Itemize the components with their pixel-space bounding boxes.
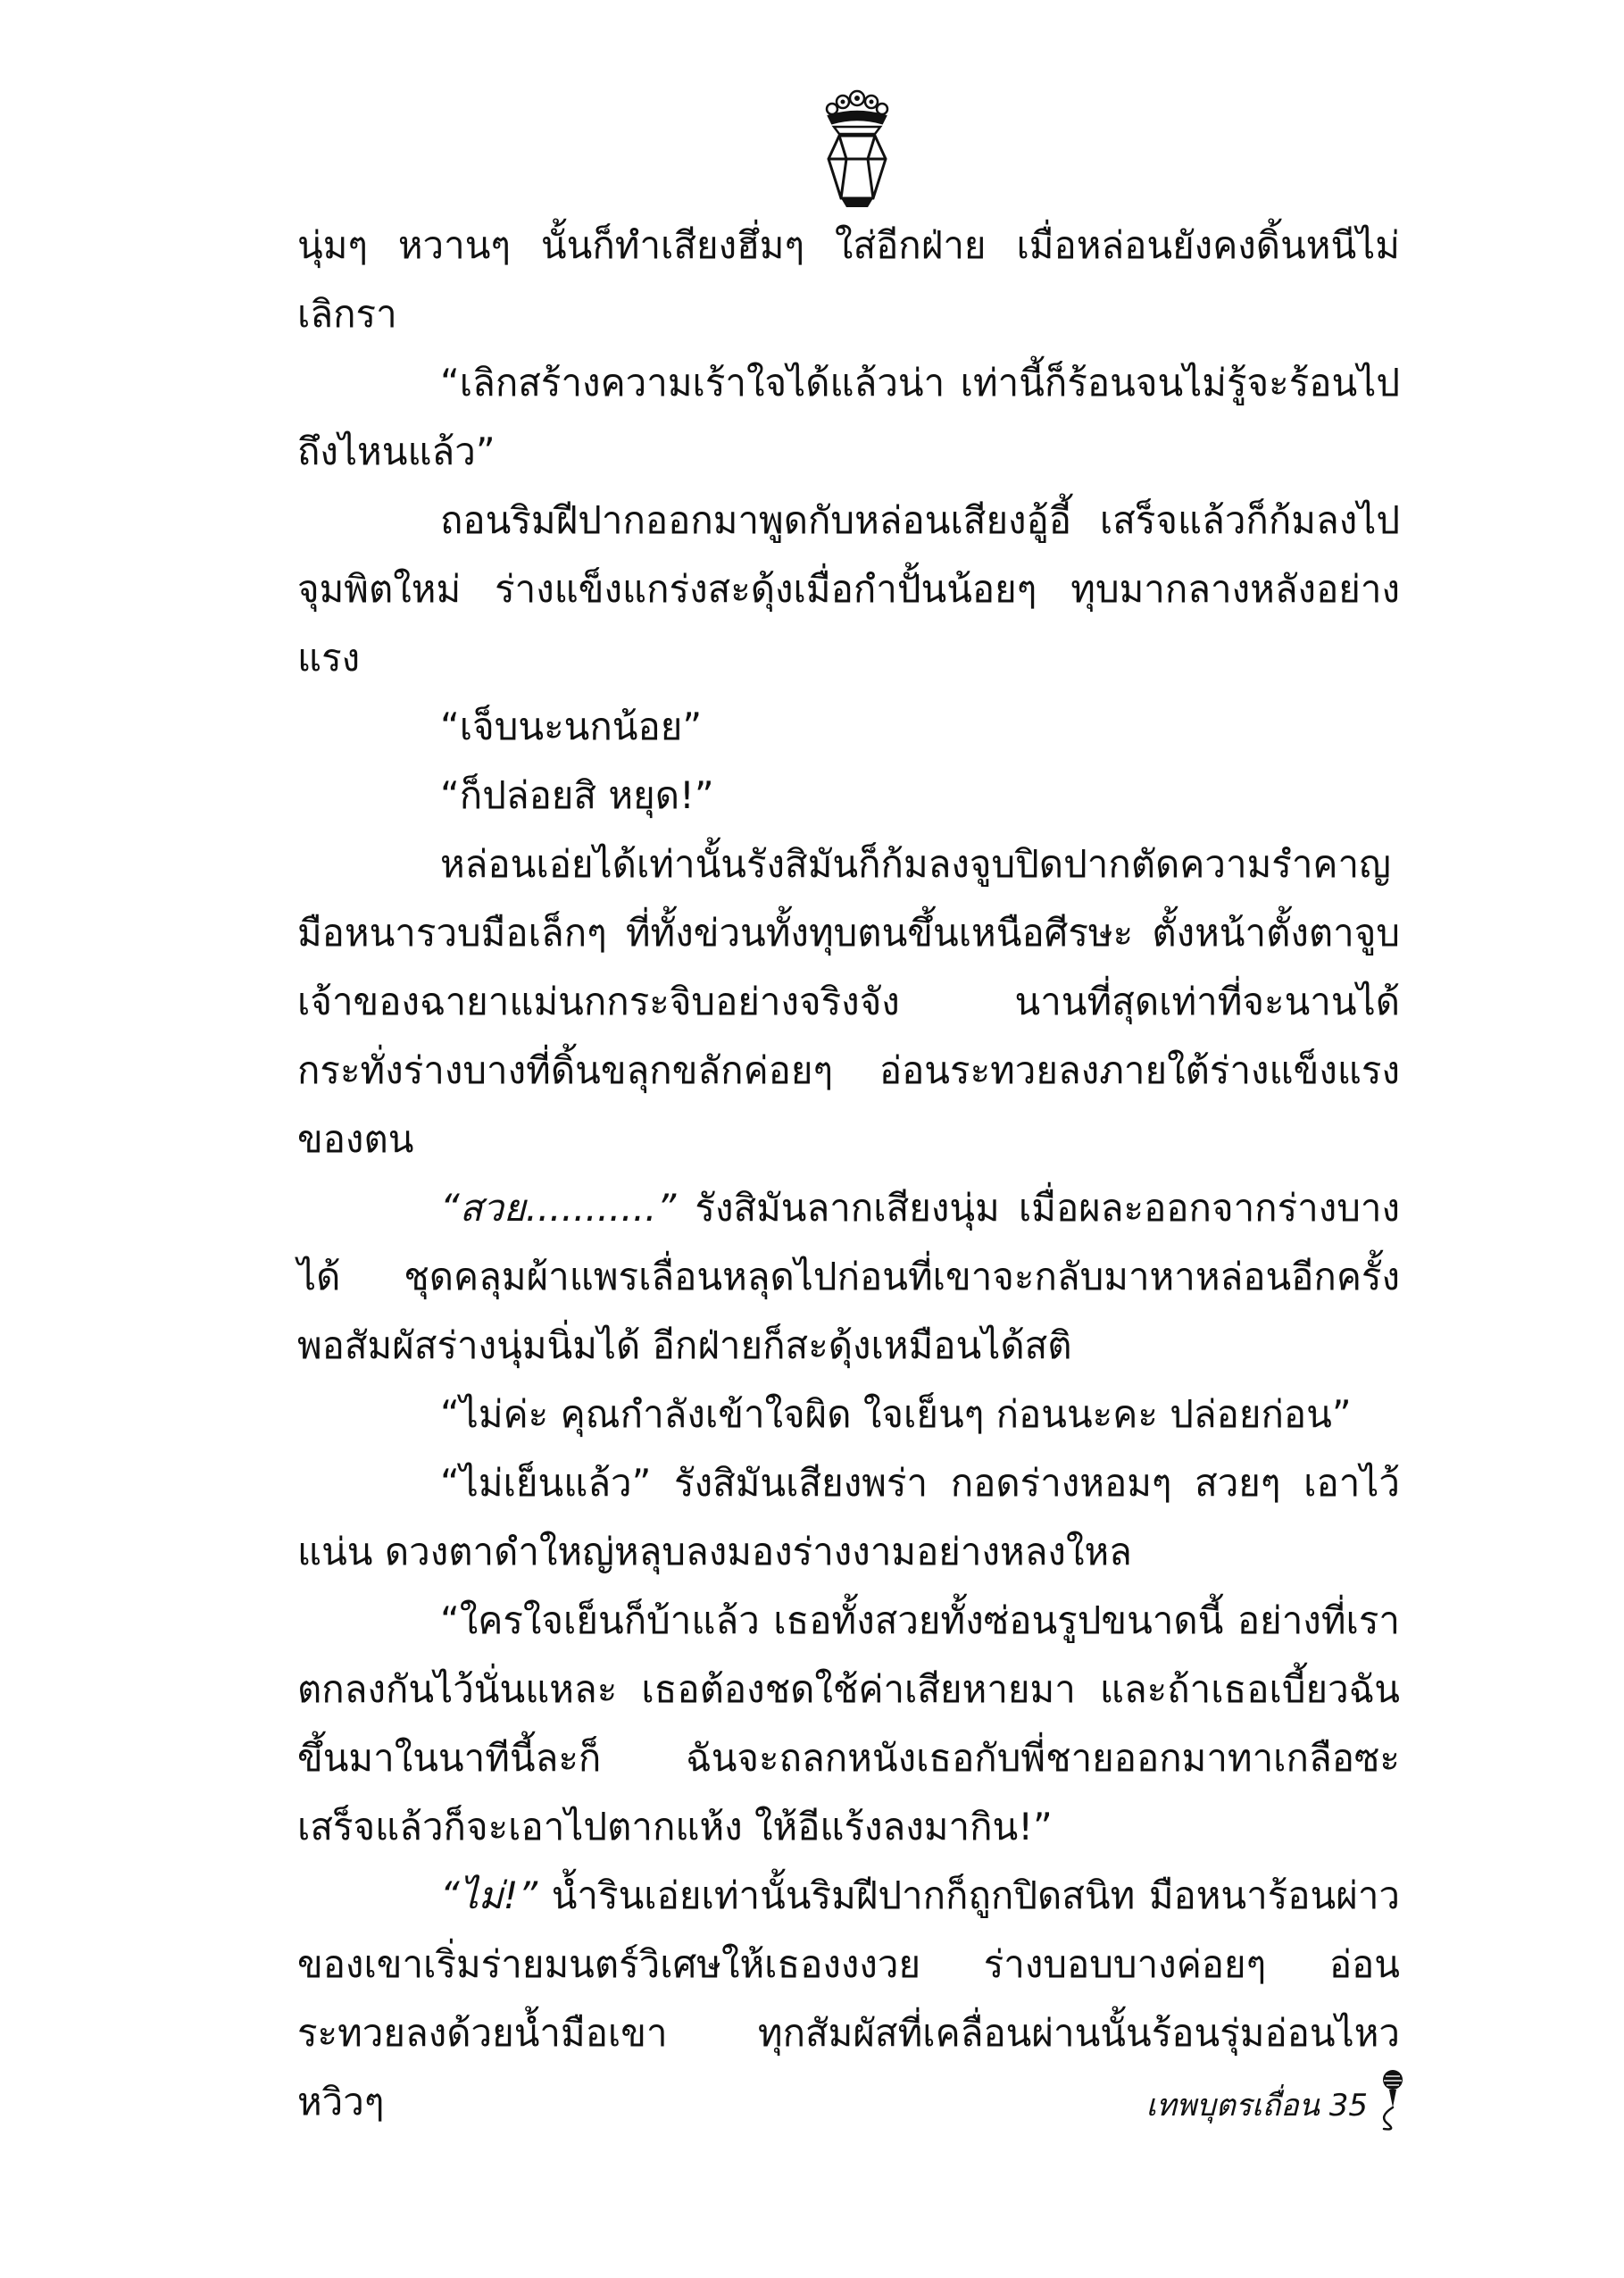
body-text (297, 211, 1400, 2136)
paragraph (297, 211, 1400, 348)
running-footer (1146, 2081, 1368, 2129)
paragraph (297, 348, 1400, 486)
paragraph (297, 1586, 1400, 1861)
paragraph-text: รังสิมันลากเสียงนุ่ม เมื่อผละออกจากร่างบางได้ ชุดคลุมผ้าแพรเลื่อนหลุดไปก่อนที่เขาจะกลับมาหาหล่อนอีกครั้ง พอสัมผัสร่างนุ่มนิ่มได้ อีกฝ่ายก็สะดุ้งเหมือนได้สติ (297, 1186, 1400, 1367)
paragraph-text: หล่อนเอ่ยได้เท่านั้นรังสิมันก็ก้มลงจูบปิดปากตัดความรำคาญ มือหนารวบมือเล็กๆ ที่ทั้งข่วนทั้งทุบตนขึ้นเหนือศีรษะ ตั้งหน้าตั้งตาจูบเจ้าของฉายาแม่นกกระจิบอย่างจริงจัง นานที่สุดเท่าที่จะนานได้ กระทั่งร่างบางที่ดิ้นขลุกขลักค่อยๆ อ่อนระทวยลงภายใต้ร่างแข็งแรงของตน (297, 842, 1400, 1161)
italic-text: “ไม่!” (440, 1873, 538, 1917)
paragraph-text: น้ำรินเอ่ยเท่านั้นริมฝีปากก็ถูกปิดสนิท มือหนาร้อนผ่าวของเขาเริ่มร่ายมนตร์วิเศษให้เธองงงวย ร่างบอบบางค่อยๆ อ่อนระทวยลงด้วยน้ำมือเขา ทุกสัมผัสที่เคลื่อนผ่านนั้นร้อนรุ่มอ่อนไหว หวิวๆ (297, 1873, 1400, 2124)
paragraph (297, 761, 1400, 830)
paragraph (297, 830, 1400, 1173)
paragraph (297, 1380, 1400, 1448)
paragraph-text: “เลิกสร้างความเร้าใจได้แล้วน่า เท่านี้ก็ร้อนจนไม่รู้จะร้อนไปถึงไหนแล้ว” (297, 361, 1400, 473)
paragraph-text: “ไม่ค่ะ คุณกำลังเข้าใจผิด ใจเย็นๆ ก่อนนะคะ ปล่อยก่อน” (440, 1392, 1352, 1436)
paragraph-text: “ใครใจเย็นก็บ้าแล้ว เธอทั้งสวยทั้งซ่อนรูปขนาดนี้ อย่างที่เราตกลงกันไว้นั่นแหละ เธอต้องชดใช้ค่าเสียหายมา และถ้าเธอเบี้ยวฉันขึ้นมาในนาทีนี้ละก็ ฉันจะถลกหนังเธอกับพี่ชายออกมาทาเกลือซะ เสร็จแล้วก็จะเอาไปตากแห้ง ให้อีแร้งลงมากิน!” (297, 1598, 1400, 1848)
page-number: 35 (1328, 2088, 1368, 2124)
page-footer (1145, 2063, 1420, 2134)
book-title: เทพบุตรเถื่อน (1145, 2088, 1320, 2124)
paragraph-text: “ไม่เย็นแล้ว” รังสิมันเสียงพร่า กอดร่างหอมๆ สวยๆ เอาไว้แน่น ดวงตาดำใหญ่หลุบลงมองร่างงามอย่างหลงใหล (297, 1461, 1400, 1573)
paragraph-text: “ก็ปล่อยสิ หยุด!” (440, 773, 714, 817)
microphone-icon (1370, 2068, 1412, 2131)
paragraph-text: “เจ็บนะนกน้อย” (440, 705, 703, 748)
paragraph (297, 692, 1400, 761)
italic-text: “สวย...........” (440, 1186, 677, 1230)
paragraph (297, 1173, 1400, 1380)
paragraph (297, 486, 1400, 692)
lantern-ornament-icon (820, 86, 895, 211)
paragraph (297, 1448, 1400, 1586)
paragraph-text: นุ่มๆ หวานๆ นั้นก็ทำเสียงฮึ่มๆ ใส่อีกฝ่าย เมื่อหล่อนยังคงดิ้นหนีไม่เลิกรา (297, 223, 1400, 336)
paragraph-text: ถอนริมฝีปากออกมาพูดกับหล่อนเสียงอู้อี้ เสร็จแล้วก็ก้มลงไปจุมพิตใหม่ ร่างแข็งแกร่งสะดุ้งเมื่อกำปั้นน้อยๆ ทุบมากลางหลังอย่างแรง (297, 498, 1400, 680)
